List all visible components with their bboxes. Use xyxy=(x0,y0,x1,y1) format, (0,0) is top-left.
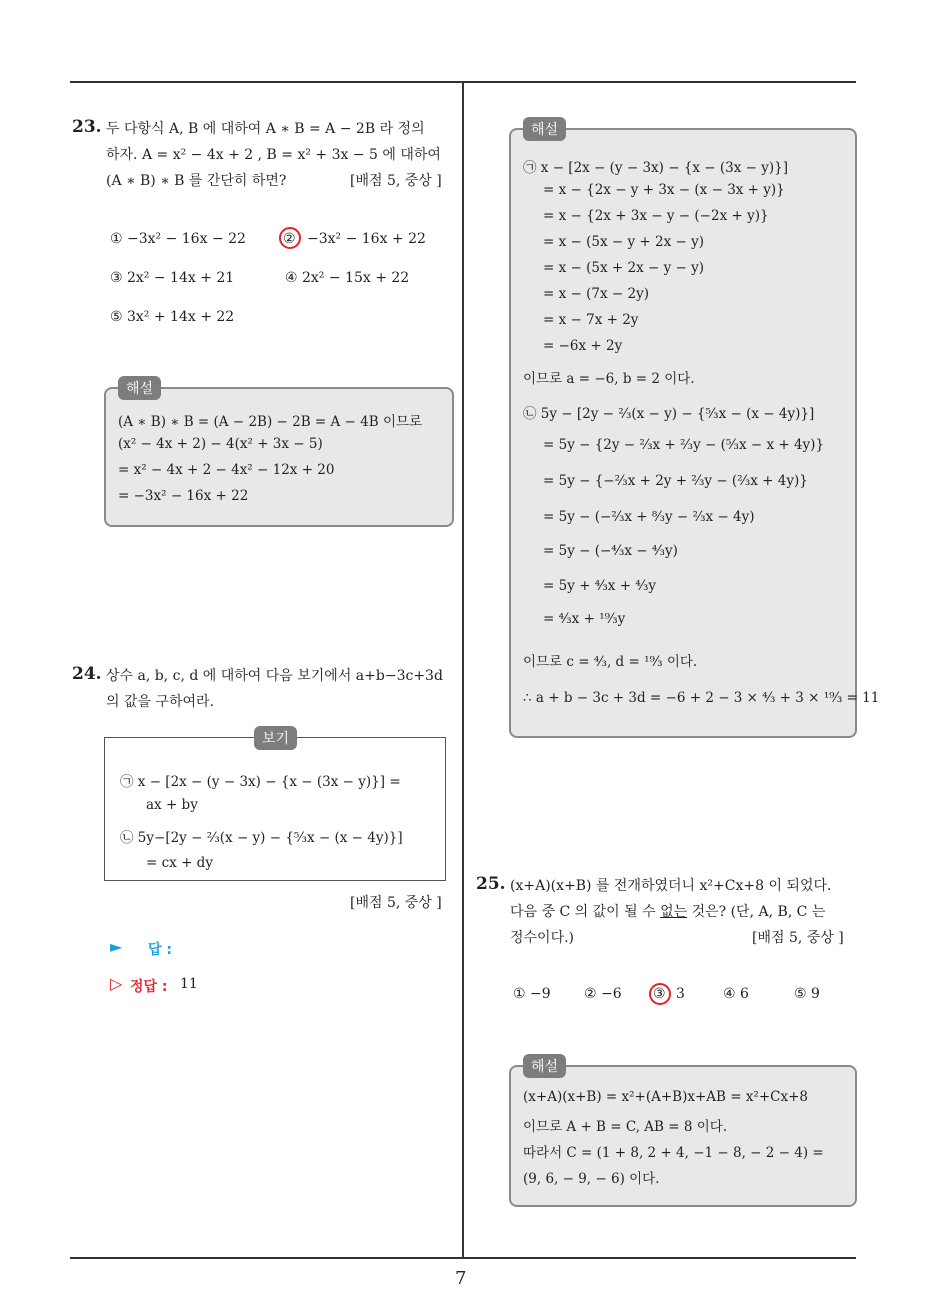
q25-option-4[interactable]: ④ 6 xyxy=(723,986,749,1002)
q23-option-3[interactable]: ③ 2x² − 14x + 21 xyxy=(110,270,235,286)
q24-line-1: 상수 a, b, c, d 에 대하여 다음 보기에서 a+b−3c+3d xyxy=(106,668,443,684)
q25-line-2-b: 것은? (단, A, B, C 는 xyxy=(687,904,826,920)
q25-line-2-a: 다음 중 C 의 값이 될 수 xyxy=(510,904,661,920)
q24-example-tag: 보기 xyxy=(254,726,297,750)
q23-option-2-number[interactable]: ② xyxy=(283,231,296,247)
bottom-rule xyxy=(70,1257,856,1259)
sol24-line-16: = ⁴⁄₃x + ¹⁹⁄₃y xyxy=(543,611,626,627)
q24-correct-value: 11 xyxy=(180,976,198,992)
sol24-line-2: = x − {2x − y + 3x − (x − 3x + y)} xyxy=(543,182,785,198)
column-divider xyxy=(462,82,464,1258)
sol24-line-5: = x − (5x + 2x − y − y) xyxy=(543,260,704,276)
q24-number: 24. xyxy=(72,664,102,684)
sol24-line-15: = 5y + ⁴⁄₃x + ⁴⁄₃y xyxy=(543,578,657,594)
q24-example-line-3: ㉡ 5y−[2y − ²⁄₃(x − y) − {⁵⁄₃x − (x − 4y)}] xyxy=(120,830,403,846)
q25-solution-line-1: (x+A)(x+B) = x²+(A+B)x+AB = x²+Cx+8 xyxy=(523,1089,809,1105)
q25-score: [배점 5, 중상 ] xyxy=(752,930,844,946)
q23-number: 23. xyxy=(72,117,102,137)
q25-option-3-number[interactable]: ③ xyxy=(653,986,666,1002)
sol24-line-18: ∴ a + b − 3c + 3d = −6 + 2 − 3 × ⁴⁄₃ + 3 × ¹⁹⁄₃ = 11 xyxy=(523,690,880,706)
sol24-line-11: = 5y − {2y − ²⁄₃x + ²⁄₃y − (⁵⁄₃x − x + 4y)} xyxy=(543,437,825,453)
q25-solution-line-4: (9, 6, − 9, − 6) 이다. xyxy=(523,1171,660,1187)
q24-score: [배점 5, 중상 ] xyxy=(350,895,442,911)
q24-example-line-4: = cx + dy xyxy=(146,855,213,871)
q25-option-2[interactable]: ② −6 xyxy=(584,986,622,1002)
sol24-line-4: = x − (5x − y + 2x − y) xyxy=(543,234,704,250)
page-number: 7 xyxy=(455,1268,467,1289)
q25-line-3: 정수이다.) xyxy=(510,930,575,946)
sol24-line-8: = −6x + 2y xyxy=(543,338,623,354)
q24-answer-label: 답 : xyxy=(148,942,172,958)
q23-solution-line-4: = −3x² − 16x + 22 xyxy=(118,488,249,504)
q25-option-5[interactable]: ⑤ 9 xyxy=(794,986,820,1002)
q23-solution-tag: 해설 xyxy=(118,376,161,400)
q24-answer-arrow-icon: ► xyxy=(110,937,123,956)
q23-line-3: (A ∗ B) ∗ B 를 간단히 하면? xyxy=(106,173,287,189)
q23-solution-line-2: (x² − 4x + 2) − 4(x² + 3x − 5) xyxy=(118,436,323,452)
q23-option-4[interactable]: ④ 2x² − 15x + 22 xyxy=(285,270,410,286)
q25-solution-tag: 해설 xyxy=(523,1054,566,1078)
sol24-line-3: = x − {2x + 3x − y − (−2x + y)} xyxy=(543,208,769,224)
q25-option-3[interactable]: 3 xyxy=(676,986,685,1002)
q23-line-1: 두 다항식 A, B 에 대하여 A ∗ B = A − 2B 라 정의 xyxy=(106,121,425,137)
sol24-line-13: = 5y − (−²⁄₃x + ⁸⁄₃y − ²⁄₃x − 4y) xyxy=(543,509,755,525)
sol24-line-7: = x − 7x + 2y xyxy=(543,312,639,328)
q25-line-2 xyxy=(510,899,825,925)
sol24-line-14: = 5y − (−⁴⁄₃x − ⁴⁄₃y) xyxy=(543,543,678,559)
q23-line-2: 하자. A = x² − 4x + 2 , B = x² + 3x − 5 에 대하여 xyxy=(106,147,441,163)
q24-correct-arrow-icon: ▷ xyxy=(110,974,123,993)
q23-score: [배점 5, 중상 ] xyxy=(350,173,442,189)
sol24-line-9: 이므로 a = −6, b = 2 이다. xyxy=(523,371,695,387)
q24-line-2: 의 값을 구하여라. xyxy=(106,694,215,710)
sol24-line-1: ㉠ x − [2x − (y − 3x) − {x − (3x − y)}] xyxy=(523,160,789,176)
q23-solution-line-1: (A ∗ B) ∗ B = (A − 2B) − 2B = A − 4B 이므로 xyxy=(118,414,423,430)
q25-solution-line-3: 따라서 C = (1 + 8, 2 + 4, −1 − 8, − 2 − 4) = xyxy=(523,1145,824,1161)
q24-solution-tag: 해설 xyxy=(523,117,566,141)
q25-line-1: (x+A)(x+B) 를 전개하였더니 x²+Cx+8 이 되었다. xyxy=(510,878,832,894)
q23-option-5[interactable]: ⑤ 3x² + 14x + 22 xyxy=(110,309,235,325)
q23-solution-box xyxy=(104,387,454,527)
q24-correct-label: 정답 : xyxy=(130,979,168,995)
sol24-line-17: 이므로 c = ⁴⁄₃, d = ¹⁹⁄₃ 이다. xyxy=(523,654,698,670)
q25-option-1[interactable]: ① −9 xyxy=(513,986,551,1002)
sol24-line-10: ㉡ 5y − [2y − ²⁄₃(x − y) − {⁵⁄₃x − (x − 4y)}] xyxy=(523,406,815,422)
q25-number: 25. xyxy=(476,874,506,894)
q24-example-line-1: ㉠ x − [2x − (y − 3x) − {x − (3x − y)}] = xyxy=(120,774,401,790)
sol24-line-6: = x − (7x − 2y) xyxy=(543,286,649,302)
sol24-line-12: = 5y − {−²⁄₃x + 2y + ²⁄₃y − (²⁄₃x + 4y)} xyxy=(543,473,808,489)
q23-solution-line-3: = x² − 4x + 2 − 4x² − 12x + 20 xyxy=(118,462,335,478)
q25-solution-line-2: 이므로 A + B = C, AB = 8 이다. xyxy=(523,1119,728,1135)
q23-option-2[interactable]: −3x² − 16x + 22 xyxy=(307,231,426,247)
q25-line-2-underlined: 없는 xyxy=(660,904,688,920)
q24-example-line-2: ax + by xyxy=(146,797,198,813)
q23-option-1[interactable]: ① −3x² − 16x − 22 xyxy=(110,231,246,247)
